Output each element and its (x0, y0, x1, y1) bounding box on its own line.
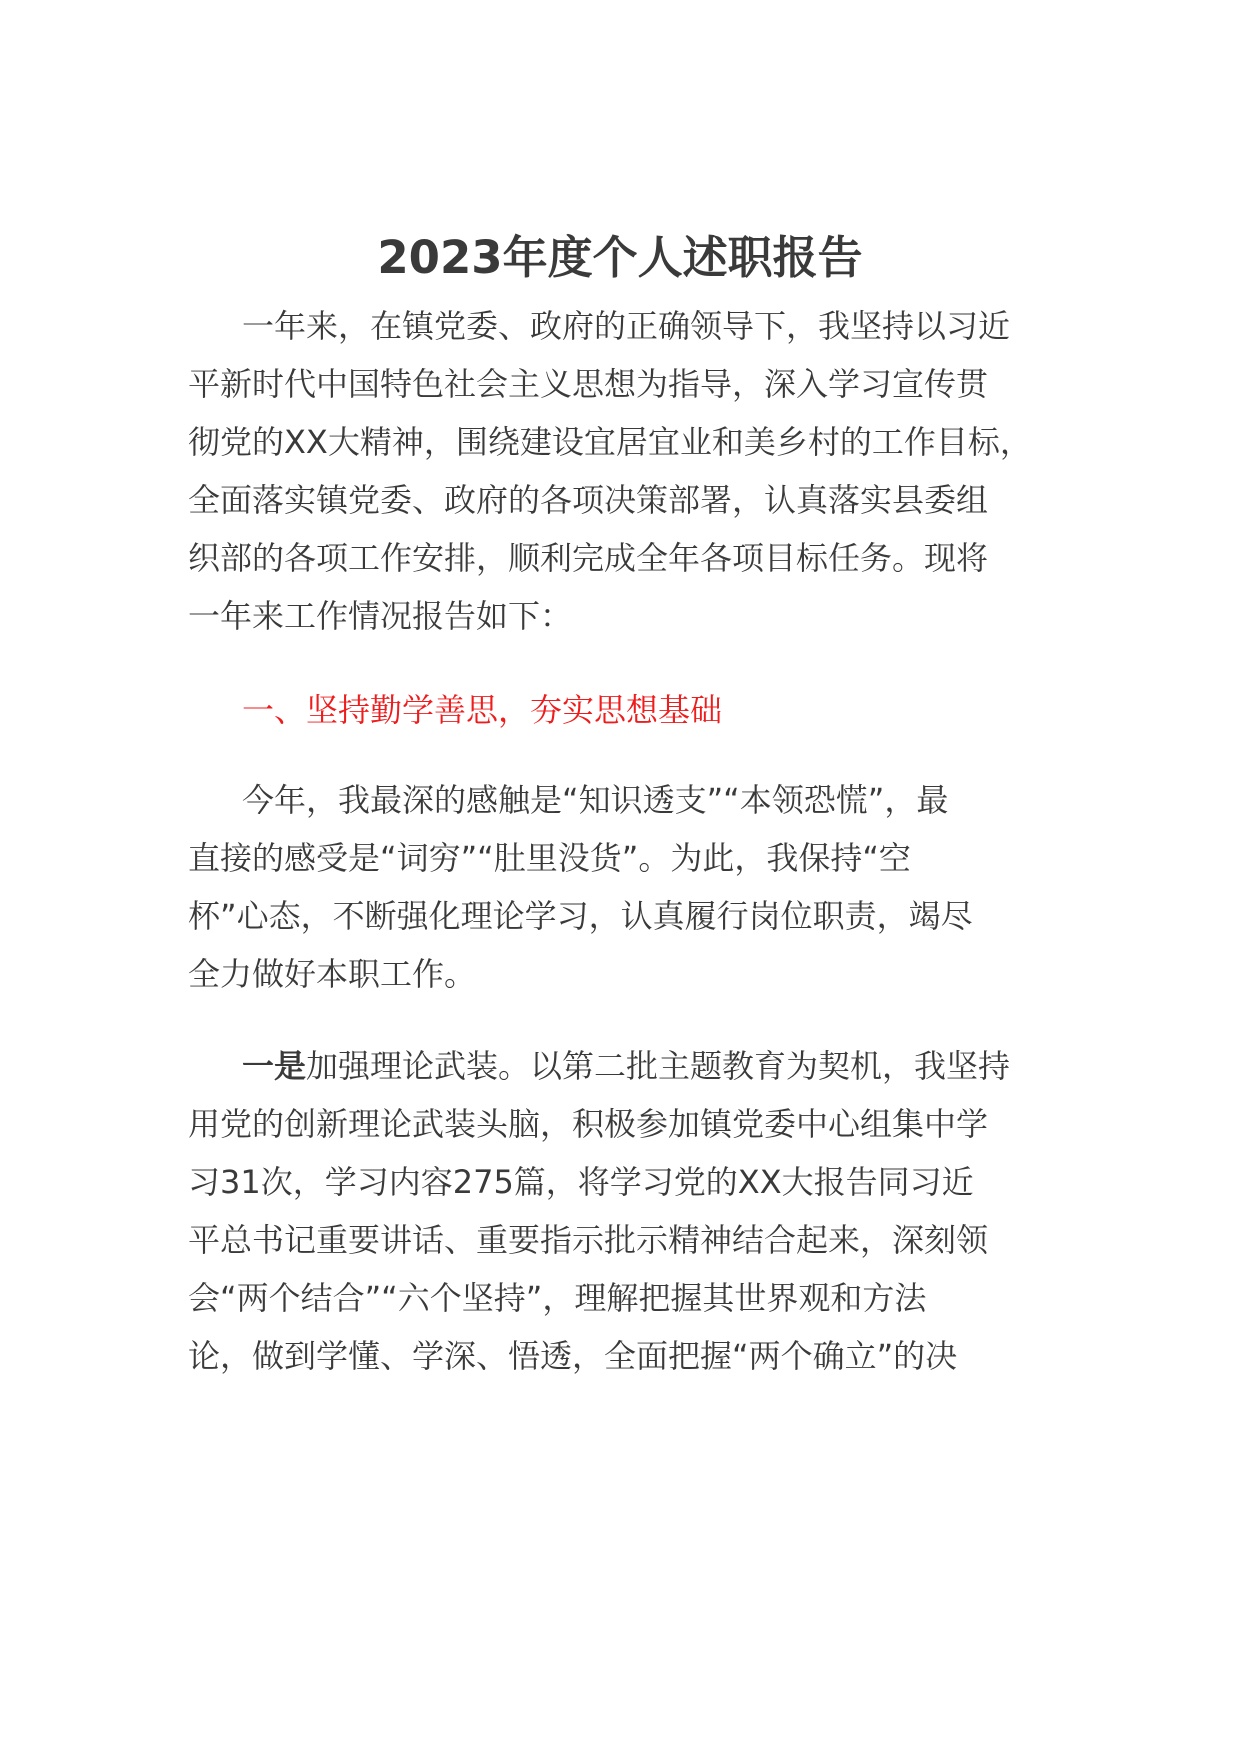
intro-line-1: 一年来，在镇党委、政府的正确领导下，我坚持以习近 (242, 307, 1011, 345)
point1-first-text: 加强理论武装。以第二批主题教育为契机，我坚持 (306, 1047, 1011, 1085)
intro-line-6: 一年来工作情况报告如下： (188, 597, 573, 635)
point1-bold-label: 一是 (242, 1047, 307, 1085)
section1-line-1: 今年，我最深的感触是“知识透支”“本领恐慌”，最 (242, 781, 949, 819)
point1-line-4: 平总书记重要讲话、重要指示批示精神结合起来，深刻领 (188, 1221, 989, 1259)
point1-line-6: 论，做到学懂、学深、悟透，全面把握“两个确立”的决 (188, 1337, 958, 1375)
point1-line-2: 用党的创新理论武装头脑，积极参加镇党委中心组集中学 (188, 1105, 989, 1143)
document-title: 2023年度个人述职报告 (377, 231, 863, 284)
section-heading-1: 一、坚持勤学善思，夯实思想基础 (242, 691, 723, 729)
section1-line-3: 杯”心态，不断强化理论学习，认真履行岗位职责，竭尽 (188, 897, 973, 935)
point1-line-1 (242, 1044, 1010, 1088)
intro-line-5: 织部的各项工作安排，顺利完成全年各项目标任务。现将 (188, 539, 989, 577)
point1-line-5: 会“两个结合”“六个坚持”，理解把握其世界观和方法 (188, 1279, 927, 1317)
intro-line-2: 平新时代中国特色社会主义思想为指导，深入学习宣传贯 (188, 365, 989, 403)
intro-line-4: 全面落实镇党委、政府的各项决策部署，认真落实县委组 (188, 481, 989, 519)
section1-line-2: 直接的感受是“词穷”“肚里没货”。为此，我保持“空 (188, 839, 911, 877)
point1-line-3: 习31次，学习内容275篇，将学习党的XX大报告同习近 (188, 1163, 974, 1201)
section1-line-4: 全力做好本职工作。 (188, 955, 477, 993)
intro-line-3: 彻党的XX大精神，围绕建设宜居宜业和美乡村的工作目标， (188, 423, 1032, 461)
